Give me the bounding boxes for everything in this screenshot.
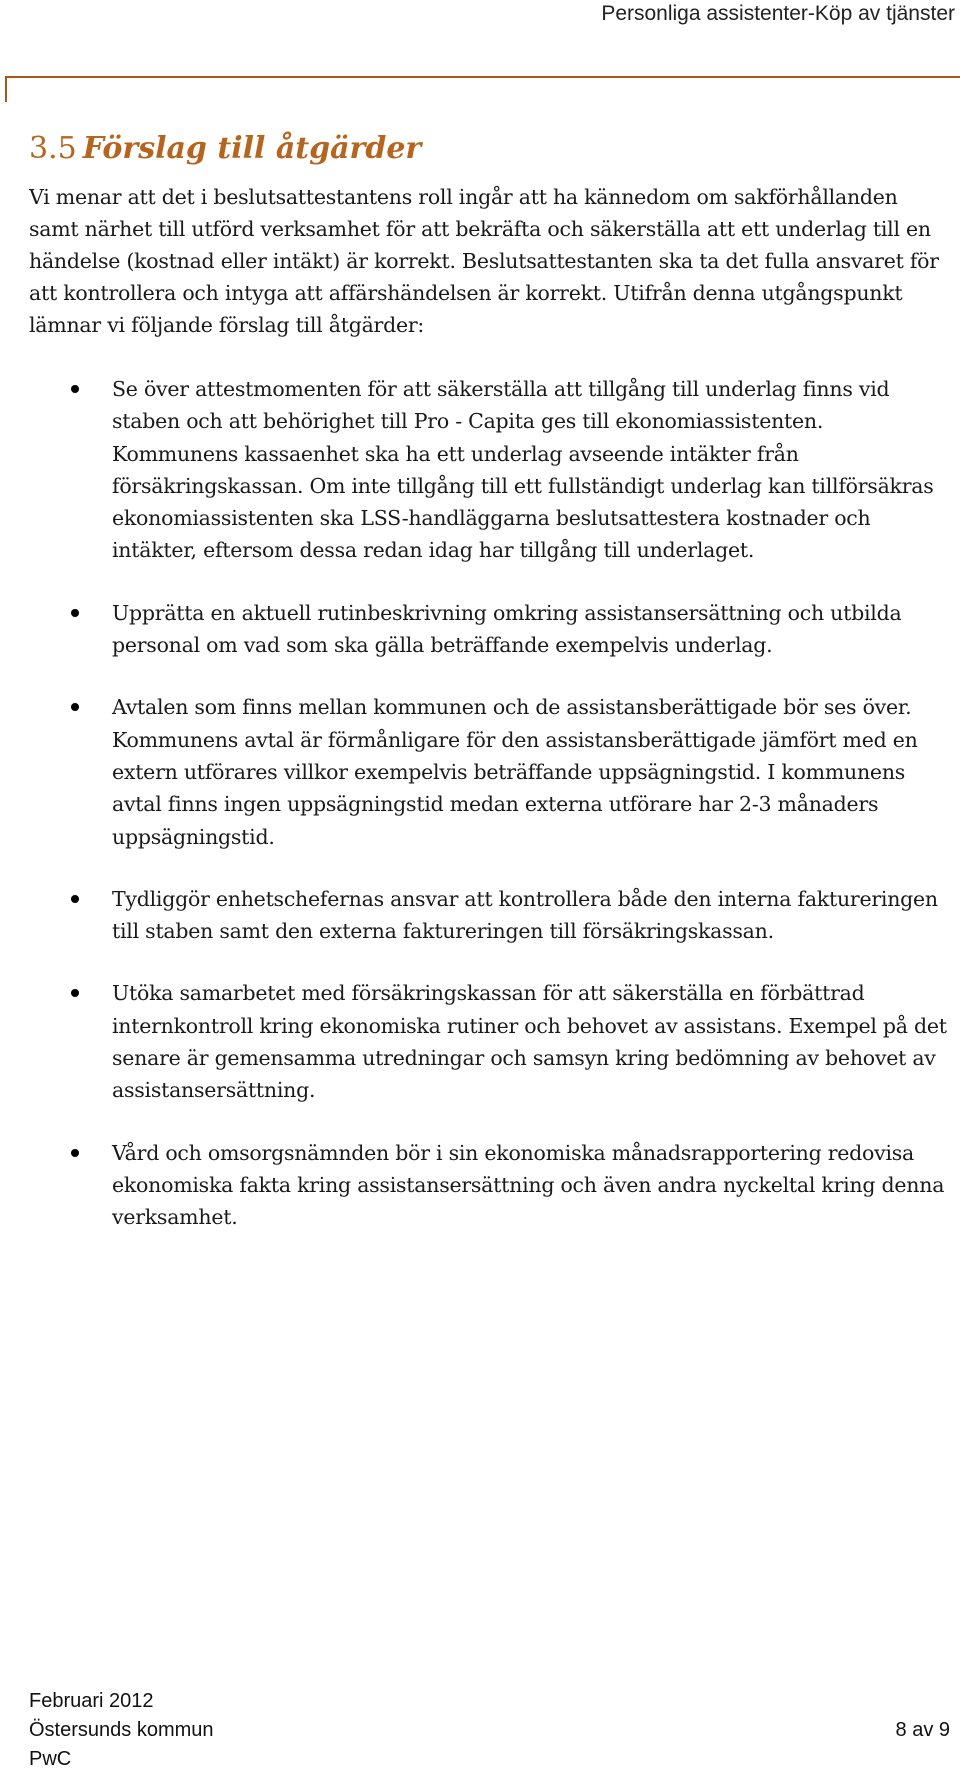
list-item xyxy=(29,977,949,1106)
section-title: Förslag till åtgärder xyxy=(82,131,422,166)
running-header-title: Personliga assistenter-Köp av tjänster xyxy=(601,2,955,25)
bullet-icon xyxy=(71,703,79,711)
list-item-text: Tydliggör enhetschefernas ansvar att kontrollera både den interna faktureringen till staben samt den externa faktureringen till försäkringskassan. xyxy=(112,886,938,944)
bullet-icon xyxy=(71,609,79,617)
bullet-icon xyxy=(71,385,79,393)
intro-paragraph: Vi menar att det i beslutsattestantens roll ingår att ha kännedom om sakförhållanden samt närhet till utförd verksamhet för att bekräfta och säkerställa att ett underlag till en händelse (kostnad eller intäkt) är korrekt. Beslutsattestanten ska ta det fulla ansvaret för att kontrollera och intyga att affärshändelsen är korrekt. Utifrån denna utgångspunkt lämnar vi följande förslag till åtgärder: xyxy=(29,185,939,337)
recommendation-list xyxy=(29,373,949,1264)
header-rule-tick xyxy=(5,76,7,102)
page-number: 8 av 9 xyxy=(895,1719,950,1741)
bullet-icon xyxy=(71,989,79,997)
footer-info xyxy=(29,1687,214,1774)
bullet-icon xyxy=(71,1149,79,1157)
footer-firm: PwC xyxy=(29,1748,72,1770)
list-item xyxy=(29,373,949,567)
list-item xyxy=(29,691,949,852)
list-item-text: Upprätta en aktuell rutinbeskrivning omkring assistansersättning och utbilda personal om vad som ska gälla beträffande exempelvis underlag. xyxy=(112,600,902,658)
bullet-icon xyxy=(71,895,79,903)
footer-date: Februari 2012 xyxy=(29,1690,154,1712)
list-item xyxy=(29,1137,949,1234)
list-item-text: Avtalen som finns mellan kommunen och de assistansberättigade bör ses över. Kommunens avtal är förmånligare för den assistansberättigade jämfört med en extern utförares villkor exempelvis beträffande uppsägningstid. I kommunens avtal finns ingen uppsägningstid medan externa utförare har 2-3 månaders uppsägningstid. xyxy=(112,695,918,849)
list-item-text: Se över attestmomenten för att säkerställa att tillgång till underlag finns vid staben och att behörighet till Pro - Capita ges till ekonomiassistenten. Kommunens kassaenhet ska ha ett underlag avseende intäkter från försäkringskassan. Om inte tillgång till ett fullständigt underlag kan tillförsäkras ekonomiassistenten ska LSS-handläggarna beslutsattestera kostnader och intäkter, eftersom dessa redan idag har tillgång till underlaget. xyxy=(112,377,934,563)
footer-organization: Östersunds kommun xyxy=(29,1719,214,1741)
section-number: 3.5 xyxy=(29,131,77,166)
list-item xyxy=(29,883,949,948)
list-item xyxy=(29,597,949,662)
header-rule xyxy=(5,76,960,78)
section-heading xyxy=(29,131,421,167)
list-item-text: Utöka samarbetet med försäkringskassan för att säkerställa en förbättrad internkontroll kring ekonomiska rutiner och behovet av assistans. Exempel på det senare är gemensamma utredningar och samsyn kring bedömning av behovet av assistansersättning. xyxy=(112,981,947,1103)
list-item-text: Vård och omsorgsnämnden bör i sin ekonomiska månadsrapportering redovisa ekonomiska fakta kring assistansersättning och även andra nyckeltal kring denna verksamhet. xyxy=(112,1140,945,1230)
